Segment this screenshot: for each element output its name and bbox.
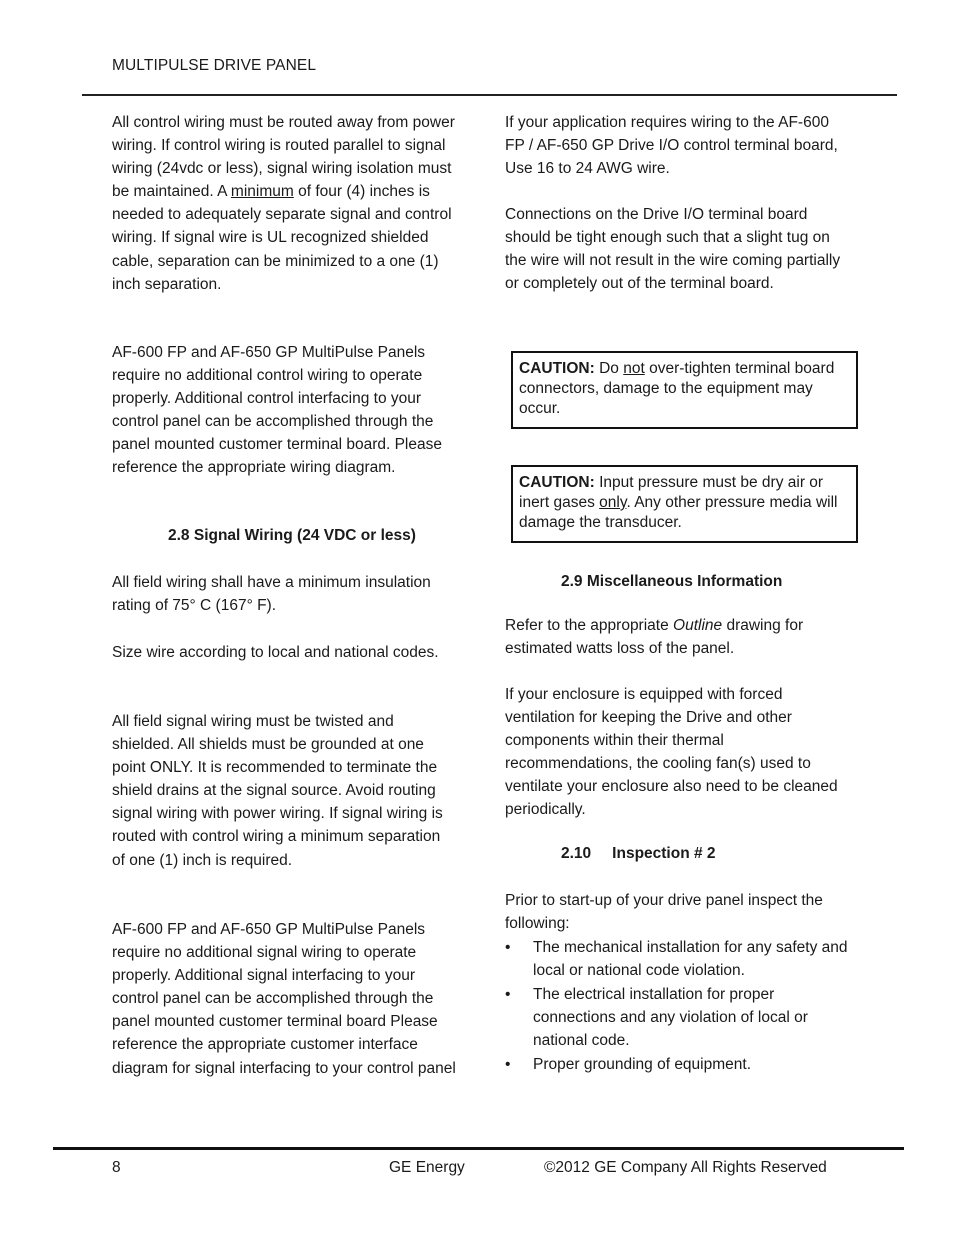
text-span: . Any other pressure media will damage the transducer. <box>519 494 838 531</box>
underlined-word: not <box>623 360 645 377</box>
text-span: over-tighten terminal board connectors, damage to the equipment may occur. <box>519 360 835 417</box>
section-heading-2-9: 2.9 Miscellaneous Information <box>561 573 783 590</box>
header-rule <box>82 94 897 96</box>
footer-rule <box>53 1147 904 1150</box>
left-paragraph-multipulse-signal: AF-600 FP and AF-650 GP MultiPulse Panels require no additional signal wiring to operate properly. Additional signal interfacing to your control panel can be accomplished through the panel mounted customer terminal board Please reference the appropriate customer interface diagram for signal interfacing to your control panel <box>112 921 456 1077</box>
left-paragraph-control-wiring <box>112 111 457 296</box>
text-span: of four (4) inches is needed to adequately separate signal and control wiring. If signal wire is UL recognized shielded cable, separation can be minimized to a one (1) inch separation. <box>112 183 452 293</box>
underlined-word: minimum <box>230 183 294 201</box>
section-title: Inspection # 2 <box>612 845 716 862</box>
text-span: Do <box>594 360 624 377</box>
right-paragraph-outline <box>505 614 850 660</box>
list-item-text: The mechanical installation for any safety and local or national code violation. <box>533 939 848 980</box>
right-paragraph-prior-startup: Prior to start-up of your drive panel inspect the following: <box>505 892 823 933</box>
footer-copyright: ©2012 GE Company All Rights Reserved <box>544 1159 827 1176</box>
section-heading-2-8: 2.8 Signal Wiring (24 VDC or less) <box>168 527 416 544</box>
bullet-icon: • <box>505 1056 511 1074</box>
section-number: 2.10 <box>561 845 592 862</box>
caution-label: CAUTION: <box>519 474 595 491</box>
caution-box-overtighten <box>511 351 858 429</box>
italic-word: Outline <box>673 617 723 634</box>
underlined-word: only <box>599 494 627 511</box>
text-span: All control wiring must be routed away from power wiring. If control wiring is routed parallel to signal wiring (24vdc or less), signal wiring isolation must be maintained. A <box>112 114 455 201</box>
page-number: 8 <box>112 1159 121 1176</box>
section-heading-2-10 <box>561 845 716 863</box>
right-paragraph-wire-gauge: If your application requires wiring to the AF-600 FP / AF-650 GP Drive I/O control terminal board, Use 16 to 24 AWG wire. <box>505 114 838 178</box>
left-paragraph-insulation: All field wiring shall have a minimum insulation rating of 75° C (167° F). <box>112 574 431 615</box>
list-item <box>505 936 850 982</box>
page-header-title: MULTIPULSE DRIVE PANEL <box>112 57 317 74</box>
text-span: drawing for estimated watts loss of the panel. <box>505 617 804 658</box>
right-paragraph-ventilation: If your enclosure is equipped with forced ventilation for keeping the Drive and other components within their thermal recommendations, the cooling fan(s) used to ventilate your enclosure also need to be cleaned periodically. <box>505 686 838 819</box>
list-item-text: Proper grounding of equipment. <box>533 1056 752 1074</box>
bullet-icon: • <box>505 939 511 956</box>
caution-label: CAUTION: <box>519 360 595 377</box>
text-span: Refer to the appropriate <box>505 617 674 634</box>
left-paragraph-multipulse-control: AF-600 FP and AF-650 GP MultiPulse Panels require no additional control wiring to operate properly. Additional control interfacing to your control panel can be accomplished through the panel mounted customer terminal board. Please reference the appropriate wiring diagram. <box>112 344 442 477</box>
inspection-bullet-list <box>505 936 850 1078</box>
caution-box-pressure <box>511 465 858 543</box>
left-paragraph-shielding: All field signal wiring must be twisted and shielded. All shields must be grounded at one point ONLY. It is recommended to terminate the shield drains at the signal source. Avoid routing signal wiring with power wiring. If signal wiring is routed with control wiring a minimum separation of one (1) inch is required. <box>112 713 443 869</box>
list-item <box>505 983 850 1052</box>
right-paragraph-connections: Connections on the Drive I/O terminal board should be tight enough such that a slight tug on the wire will not result in the wire coming partially or completely out of the terminal board. <box>505 206 841 293</box>
text-span: Input pressure must be dry air or inert gases <box>519 474 824 511</box>
left-paragraph-wire-size: Size wire according to local and national codes. <box>112 644 439 661</box>
footer-company: GE Energy <box>389 1159 465 1176</box>
list-item-text: The electrical installation for proper connections and any violation of local or national code. <box>533 986 808 1050</box>
bullet-icon: • <box>505 986 511 1004</box>
list-item <box>505 1053 850 1076</box>
